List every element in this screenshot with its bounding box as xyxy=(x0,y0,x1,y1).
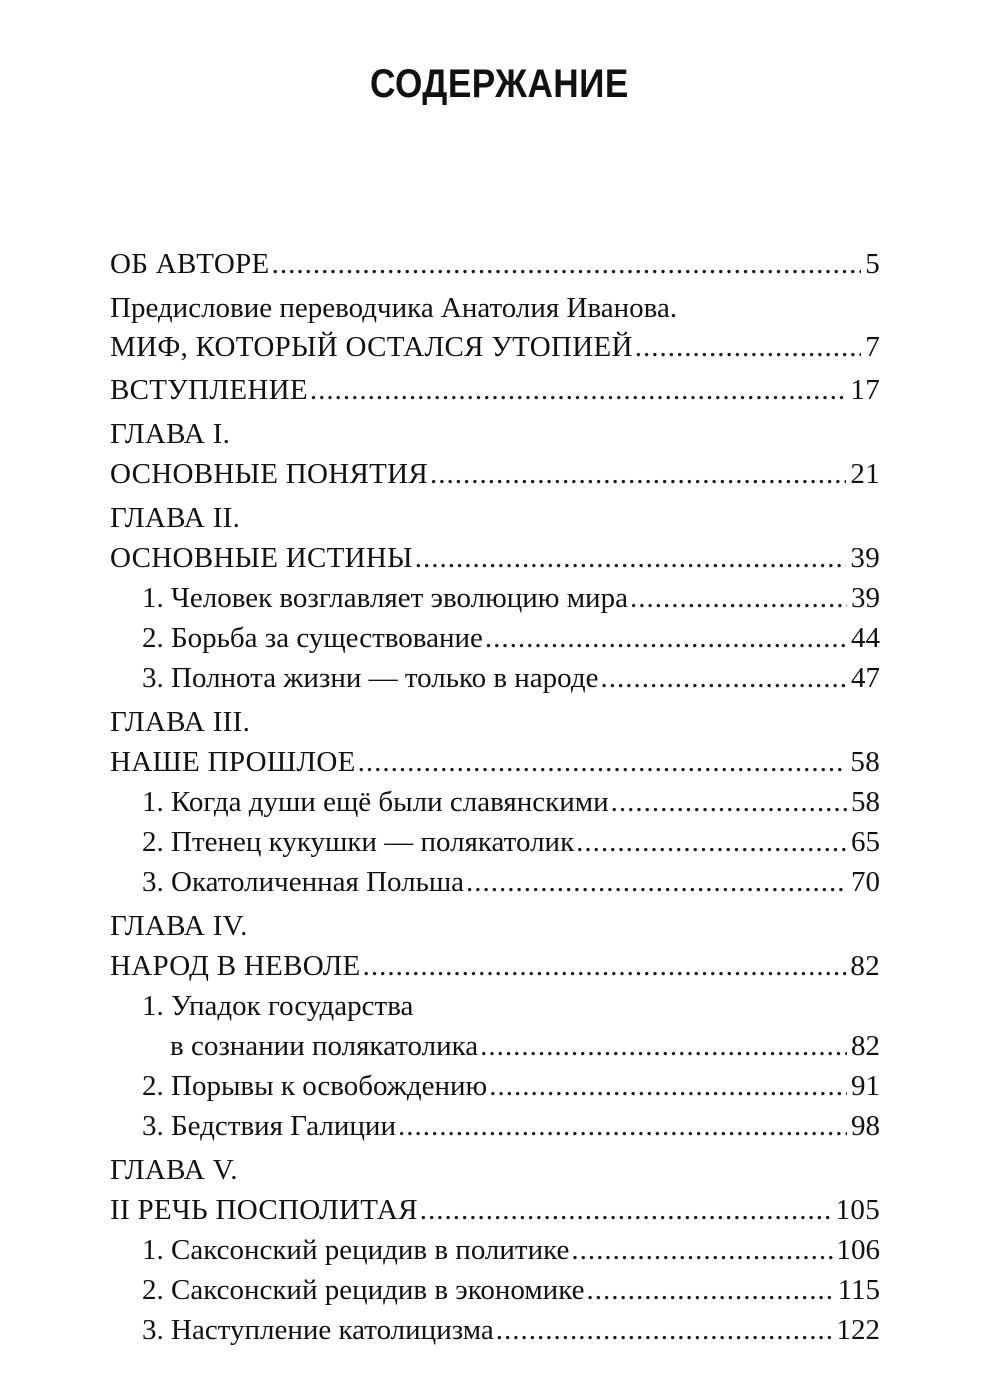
toc-entry-text: 3. Окатоличенная Польша xyxy=(142,866,465,898)
toc-entry-chapter-5[interactable] xyxy=(110,1190,880,1230)
toc-entry-text: ОБ АВТОРЕ xyxy=(110,248,270,280)
toc-page-number: 65 xyxy=(851,826,880,858)
toc-entry-text: 2. Борьба за существование xyxy=(142,622,483,654)
toc-section[interactable] xyxy=(110,1270,880,1310)
table-of-contents xyxy=(110,244,880,1350)
toc-entry-chapter-4[interactable] xyxy=(110,946,880,986)
dot-leader xyxy=(363,946,847,986)
toc-entry-intro[interactable] xyxy=(110,370,880,410)
toc-page-number: 58 xyxy=(850,746,880,778)
toc-page-number: 21 xyxy=(850,458,880,490)
toc-entry-text: МИФ, КОТОРЫЙ ОСТАЛСЯ УТОПИЕЙ xyxy=(110,331,633,363)
toc-section[interactable] xyxy=(110,822,880,862)
toc-page-number: 82 xyxy=(850,950,880,982)
toc-page-number: 98 xyxy=(851,1110,880,1142)
toc-entry-text: 1. Саксонский рецидив в политике xyxy=(142,1234,570,1266)
dot-leader xyxy=(635,328,861,366)
dot-leader xyxy=(496,1310,833,1350)
toc-page-number: 70 xyxy=(851,866,880,898)
toc-section[interactable] xyxy=(110,578,880,618)
toc-page-number: 7 xyxy=(865,331,880,363)
toc-chapter-label: ГЛАВА V. xyxy=(110,1154,238,1186)
toc-chapter-label: ГЛАВА IV. xyxy=(110,910,248,942)
dot-leader xyxy=(415,538,847,578)
toc-entry-text: 3. Полнота жизни — только в народе xyxy=(142,662,599,694)
toc-entry-text: Предисловие переводчика Анатолия Иванова. xyxy=(110,292,678,324)
toc-page-number: 17 xyxy=(850,374,880,406)
toc-section[interactable] xyxy=(110,1066,880,1106)
toc-page-number: 105 xyxy=(835,1194,880,1226)
toc-page-number: 115 xyxy=(837,1274,880,1306)
toc-page-number: 47 xyxy=(851,662,880,694)
dot-leader xyxy=(489,1066,847,1106)
dot-leader xyxy=(430,454,846,494)
toc-entry-text: 3. Бедствия Галиции xyxy=(142,1110,396,1142)
toc-entry-preface[interactable] xyxy=(110,328,880,366)
toc-entry-text: 2. Птенец кукушки — полякатолик xyxy=(142,826,575,858)
toc-page-number: 106 xyxy=(836,1234,880,1266)
toc-section[interactable] xyxy=(110,658,880,698)
toc-entry-chapter-2[interactable] xyxy=(110,538,880,578)
toc-chapter-label: ГЛАВА II. xyxy=(110,502,241,534)
dot-leader xyxy=(576,822,847,862)
dot-leader xyxy=(611,782,847,822)
toc-page-number: 5 xyxy=(865,248,880,280)
toc-section[interactable] xyxy=(110,782,880,822)
toc-entry-text: 2. Порывы к освобождению xyxy=(142,1070,488,1102)
toc-section[interactable] xyxy=(110,618,880,658)
toc-page-number: 39 xyxy=(851,582,880,614)
dot-leader xyxy=(466,862,847,902)
toc-entry-chapter-3[interactable] xyxy=(110,742,880,782)
toc-entry-text: 1. Человек возглавляет эволюцию мира xyxy=(142,582,628,614)
dot-leader xyxy=(571,1230,832,1270)
toc-page-number: 91 xyxy=(851,1070,880,1102)
dot-leader xyxy=(272,244,862,284)
toc-entry-text: 1. Когда души ещё были славянскими xyxy=(142,786,609,818)
toc-chapter-label: ГЛАВА III. xyxy=(110,706,251,738)
dot-leader xyxy=(310,370,847,410)
toc-section-first-line[interactable] xyxy=(110,986,880,1026)
dot-leader xyxy=(630,578,847,618)
dot-leader xyxy=(480,1026,847,1066)
toc-chapter-label: ГЛАВА I. xyxy=(110,418,231,450)
toc-entry-text: ВСТУПЛЕНИЕ xyxy=(110,374,308,406)
toc-preface-subtitle xyxy=(110,288,880,328)
toc-entry-text: НАШЕ ПРОШЛОЕ xyxy=(110,746,356,778)
page-title: СОДЕРЖАНИЕ xyxy=(369,62,629,106)
toc-entry-text: в сознании полякатолика xyxy=(170,1030,479,1062)
toc-page-number: 122 xyxy=(836,1314,880,1346)
toc-page-number: 39 xyxy=(850,542,880,574)
toc-entry-text: ОСНОВНЫЕ ИСТИНЫ xyxy=(110,542,413,574)
toc-section[interactable] xyxy=(110,1310,880,1350)
toc-section[interactable] xyxy=(110,862,880,902)
toc-entry-chapter-1[interactable] xyxy=(110,454,880,494)
dot-leader xyxy=(358,742,847,782)
toc-page-number: 82 xyxy=(851,1030,880,1062)
dot-leader xyxy=(420,1190,832,1230)
toc-section[interactable] xyxy=(110,1106,880,1146)
dot-leader xyxy=(600,658,847,698)
toc-page-number: 58 xyxy=(851,786,880,818)
toc-entry-text: 2. Саксонский рецидив в экономике xyxy=(142,1274,585,1306)
toc-entry-text: II РЕЧЬ ПОСПОЛИТАЯ xyxy=(110,1194,418,1226)
toc-section[interactable] xyxy=(110,1230,880,1270)
dot-leader xyxy=(398,1106,847,1146)
toc-entry-text: 3. Наступление католицизма xyxy=(142,1314,494,1346)
toc-entry-text: 1. Упадок государства xyxy=(142,990,414,1022)
toc-page-number: 44 xyxy=(851,622,880,654)
toc-section[interactable] xyxy=(110,1026,880,1066)
toc-entry-text: ОСНОВНЫЕ ПОНЯТИЯ xyxy=(110,458,429,490)
dot-leader xyxy=(485,618,847,658)
toc-entry-about[interactable] xyxy=(110,244,880,284)
dot-leader xyxy=(586,1270,833,1310)
toc-entry-text: НАРОД В НЕВОЛЕ xyxy=(110,950,361,982)
